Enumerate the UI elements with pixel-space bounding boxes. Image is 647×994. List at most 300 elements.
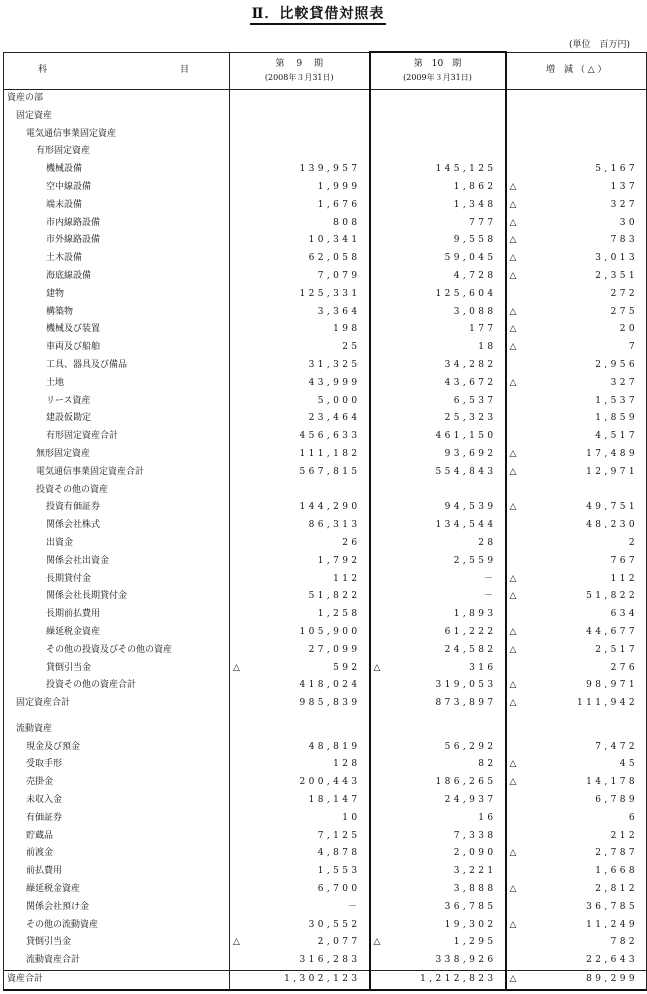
diff-mark: △ [509,759,517,770]
prev-value: 3,364 [244,304,370,322]
prev-mark [230,250,244,268]
table-row [4,828,647,846]
diff-mark: △ [509,342,517,353]
spacer-cell [230,713,244,721]
curr-value: 28 [384,535,506,553]
prev-value: 112 [244,571,370,589]
curr-value: 93,692 [384,446,506,464]
spacer-cell [520,713,647,721]
curr-value: 6,537 [384,393,506,411]
table-row [4,250,647,268]
table-row [4,90,647,108]
diff-value: 48,230 [520,517,647,535]
diff-mark: △ [509,777,517,788]
prev-mark [230,739,244,757]
curr-value: 16 [384,810,506,828]
table-row [4,739,647,757]
prev-value: 23,464 [244,410,370,428]
row-label: リース資産 [4,393,230,411]
diff-value: 45 [520,756,647,774]
diff-mark [506,721,520,739]
curr-mark [370,126,384,144]
curr-value: 34,282 [384,357,506,375]
curr-value: 1,348 [384,197,506,215]
header-prev-period-label: 第 9 期 [275,58,323,69]
diff-mark [506,553,520,571]
diff-mark [506,126,520,144]
header-curr-period-label: 第 10 期 [413,59,462,69]
prev-value: 26 [244,535,370,553]
diff-value: 6,789 [520,792,647,810]
row-label: 有価証券 [4,810,230,828]
diff-mark [506,828,520,846]
diff-mark: △ [509,448,517,459]
prev-mark [230,624,244,642]
diff-value: 327 [520,375,647,393]
row-label: 投資有価証券 [4,499,230,517]
prev-mark [230,268,244,286]
row-label: 無形固定資産 [4,446,230,464]
curr-value: 1,862 [384,179,506,197]
prev-value: 105,900 [244,624,370,642]
row-label: 建設仮勘定 [4,410,230,428]
diff-mark: △ [509,235,517,246]
diff-mark [506,143,520,161]
diff-mark [506,161,520,179]
diff-mark: △ [509,919,517,930]
curr-mark [370,535,384,553]
curr-mark [370,321,384,339]
prev-value: 86,313 [244,517,370,535]
diff-value: 276 [520,660,647,678]
curr-mark [370,606,384,624]
diff-value: 7 [520,339,647,357]
curr-value [384,126,506,144]
prev-value: 808 [244,215,370,233]
row-label: 構築物 [4,304,230,322]
table-row [4,232,647,250]
curr-mark [370,774,384,792]
diff-mark [506,792,520,810]
prev-mark [230,606,244,624]
table-row [4,845,647,863]
prev-value: 1,302,123 [244,971,370,990]
row-label: 固定資産合計 [4,695,230,713]
prev-mark [230,482,244,500]
spacer-row [4,713,647,721]
prev-mark [230,143,244,161]
table-row [4,792,647,810]
curr-mark: △ [370,660,384,678]
table-row [4,161,647,179]
table-row [4,482,647,500]
prev-value: 1,676 [244,197,370,215]
prev-mark [230,952,244,970]
header-curr-date: (2009年３月31日) [403,73,472,82]
curr-value: － [384,588,506,606]
diff-value: 2,787 [520,845,647,863]
row-label: 投資その他の資産合計 [4,677,230,695]
row-label: 有形固定資産 [4,143,230,161]
table-row [4,446,647,464]
curr-mark [370,304,384,322]
diff-mark: △ [509,199,517,210]
prev-value: 51,822 [244,588,370,606]
balance-sheet-table [3,51,647,991]
row-label: 電気通信事業固定資産合計 [4,464,230,482]
prev-value: 30,552 [244,917,370,935]
row-label: 貸倒引当金 [4,934,230,952]
prev-mark [230,90,244,108]
curr-mark [370,971,384,990]
curr-mark [370,642,384,660]
prev-mark [230,642,244,660]
diff-mark [506,428,520,446]
prev-value: 1,553 [244,863,370,881]
row-label: 機械及び装置 [4,321,230,339]
prev-value: 7,125 [244,828,370,846]
curr-mark [370,428,384,446]
diff-mark: △ [509,644,517,655]
diff-value: 1,668 [520,863,647,881]
curr-value: 36,785 [384,899,506,917]
table-row [4,677,647,695]
diff-value: 20 [520,321,647,339]
curr-mark [370,250,384,268]
diff-mark [506,863,520,881]
prev-value: 111,182 [244,446,370,464]
row-label: 土木設備 [4,250,230,268]
curr-value: 61,222 [384,624,506,642]
row-label: 貯蔵品 [4,828,230,846]
curr-value: 3,221 [384,863,506,881]
prev-mark [230,393,244,411]
prev-mark [230,845,244,863]
prev-value [244,90,370,108]
diff-value: 783 [520,232,647,250]
prev-mark: △ [233,937,240,948]
prev-value: 592 [244,660,370,678]
prev-mark [230,179,244,197]
curr-mark [370,161,384,179]
prev-value [244,126,370,144]
prev-value: 27,099 [244,642,370,660]
prev-value: 4,878 [244,845,370,863]
diff-mark: △ [509,306,517,317]
prev-mark: △ [233,662,240,673]
diff-value: 2,812 [520,881,647,899]
curr-mark [370,845,384,863]
table-row [4,535,647,553]
row-label: 繰延税金資産 [4,881,230,899]
diff-mark: △ [509,884,517,895]
curr-value: 7,338 [384,828,506,846]
prev-mark [230,321,244,339]
prev-value [244,721,370,739]
curr-value: 94,539 [384,499,506,517]
diff-value: 212 [520,828,647,846]
row-label: 貸倒引当金 [4,660,230,678]
curr-mark [370,482,384,500]
row-label: 海底線設備 [4,268,230,286]
curr-mark [370,571,384,589]
prev-value: 1,999 [244,179,370,197]
diff-mark [506,606,520,624]
prev-value: － [244,899,370,917]
row-label: 前渡金 [4,845,230,863]
diff-mark: △ [509,698,517,709]
table-row [4,499,647,517]
diff-value: 2 [520,535,647,553]
diff-value: 275 [520,304,647,322]
row-label: 受取手形 [4,756,230,774]
table-body [4,90,647,990]
prev-value: 200,443 [244,774,370,792]
prev-mark [230,571,244,589]
curr-value: 461,150 [384,428,506,446]
diff-mark: △ [506,971,520,990]
prev-mark [230,588,244,606]
prev-value: 316,283 [244,952,370,970]
prev-mark [230,357,244,375]
row-label: 市外線路設備 [4,232,230,250]
diff-mark [506,517,520,535]
prev-mark [230,339,244,357]
curr-mark [370,232,384,250]
diff-mark [506,357,520,375]
table-row [4,624,647,642]
prev-mark [230,161,244,179]
curr-mark [370,588,384,606]
diff-value: 327 [520,197,647,215]
diff-mark [506,286,520,304]
prev-value: 31,325 [244,357,370,375]
curr-mark [370,375,384,393]
prev-value: 10,341 [244,232,370,250]
diff-value: 7,472 [520,739,647,757]
prev-mark [230,375,244,393]
row-label: 売掛金 [4,774,230,792]
curr-mark [370,215,384,233]
prev-value: 456,633 [244,428,370,446]
diff-value: 22,643 [520,952,647,970]
header-prev-date: (2008年３月31日) [264,72,334,82]
curr-mark [370,739,384,757]
row-label: 機械設備 [4,161,230,179]
prev-mark [230,721,244,739]
curr-value: 1,212,823 [384,971,506,990]
prev-value: 62,058 [244,250,370,268]
prev-mark [230,792,244,810]
diff-value: 111,942 [520,695,647,713]
curr-value: 24,937 [384,792,506,810]
table-row [4,917,647,935]
row-label: 流動資産合計 [4,952,230,970]
table-row [4,642,647,660]
row-label: 電気通信事業固定資産 [4,126,230,144]
diff-value: 98,971 [520,677,647,695]
curr-mark [370,410,384,428]
diff-mark [506,108,520,126]
prev-mark [230,126,244,144]
spacer-cell [4,713,230,721]
row-label: 関係会社株式 [4,517,230,535]
curr-value: 186,265 [384,774,506,792]
curr-value: 2,090 [384,845,506,863]
prev-mark [230,535,244,553]
diff-mark: △ [509,502,517,513]
diff-value: 112 [520,571,647,589]
diff-value [520,126,647,144]
table-row [4,971,647,990]
curr-mark [370,863,384,881]
diff-mark: △ [509,573,517,584]
diff-value: 6 [520,810,647,828]
prev-value [244,482,370,500]
diff-value: 782 [520,934,647,952]
curr-mark [370,881,384,899]
prev-mark [230,971,244,990]
curr-mark [370,624,384,642]
curr-value [384,143,506,161]
prev-mark [230,517,244,535]
diff-mark [506,739,520,757]
table-row [4,304,647,322]
diff-value [520,721,647,739]
curr-mark [370,810,384,828]
curr-value: 125,604 [384,286,506,304]
row-label: 流動資産 [4,721,230,739]
curr-value: 9,558 [384,232,506,250]
prev-value: 18,147 [244,792,370,810]
curr-mark [370,899,384,917]
table-row [4,357,647,375]
curr-mark [370,517,384,535]
prev-mark [230,756,244,774]
curr-mark [370,393,384,411]
diff-value: 137 [520,179,647,197]
diff-value: 3,013 [520,250,647,268]
header-account-right: 目 [179,65,189,76]
curr-mark [370,828,384,846]
table-row [4,588,647,606]
table-row [4,881,647,899]
curr-value: 338,926 [384,952,506,970]
diff-mark: △ [509,377,517,388]
diff-value: 51,822 [520,588,647,606]
diff-mark [506,810,520,828]
table-row [4,756,647,774]
table-row [4,695,647,713]
row-label: 有形固定資産合計 [4,428,230,446]
table-row [4,899,647,917]
table-row [4,571,647,589]
diff-value: 30 [520,215,647,233]
curr-mark [370,339,384,357]
row-label: 市内線路設備 [4,215,230,233]
prev-mark [230,863,244,881]
diff-mark [506,952,520,970]
curr-mark [370,197,384,215]
table-header-row [4,52,647,90]
curr-mark [370,108,384,126]
spacer-cell [506,713,520,721]
curr-value: 777 [384,215,506,233]
prev-value [244,108,370,126]
diff-mark [506,393,520,411]
table-row [4,126,647,144]
table-row [4,721,647,739]
prev-value: 567,815 [244,464,370,482]
curr-value: 4,728 [384,268,506,286]
curr-value: 82 [384,756,506,774]
prev-value: 43,999 [244,375,370,393]
curr-mark [370,553,384,571]
diff-value [520,482,647,500]
table-row [4,393,647,411]
prev-mark [230,215,244,233]
prev-mark [230,881,244,899]
prev-value: 125,331 [244,286,370,304]
prev-mark [230,286,244,304]
row-label: 端末設備 [4,197,230,215]
table-row [4,517,647,535]
row-label: 資産の部 [4,90,230,108]
prev-mark [230,677,244,695]
row-label: その他の流動資産 [4,917,230,935]
curr-mark [370,677,384,695]
prev-value: 985,839 [244,695,370,713]
table-row [4,375,647,393]
curr-mark [370,756,384,774]
curr-mark: △ [370,934,384,952]
curr-value: 145,125 [384,161,506,179]
header-account [4,52,230,90]
diff-value: 4,517 [520,428,647,446]
prev-mark [230,197,244,215]
row-label: その他の投資及びその他の資産 [4,642,230,660]
diff-mark: △ [509,626,517,637]
curr-value: 319,053 [384,677,506,695]
prev-mark [230,810,244,828]
row-label: 工具、器具及び備品 [4,357,230,375]
prev-value: 1,792 [244,553,370,571]
table-row [4,810,647,828]
diff-value: 272 [520,286,647,304]
diff-value: 2,517 [520,642,647,660]
table-row [4,215,647,233]
diff-mark [506,660,520,678]
row-label: 車両及び船舶 [4,339,230,357]
prev-mark [230,553,244,571]
curr-mark [370,90,384,108]
curr-value: 25,323 [384,410,506,428]
diff-mark: △ [509,181,517,192]
row-label: 建物 [4,286,230,304]
diff-mark: △ [509,324,517,335]
spacer-cell [384,713,506,721]
diff-mark [506,482,520,500]
curr-mark [370,357,384,375]
curr-value: 56,292 [384,739,506,757]
prev-value: 10 [244,810,370,828]
curr-value [384,108,506,126]
table-row [4,863,647,881]
diff-value: 36,785 [520,899,647,917]
prev-mark [230,499,244,517]
prev-mark [230,917,244,935]
row-label: 関係会社出資金 [4,553,230,571]
